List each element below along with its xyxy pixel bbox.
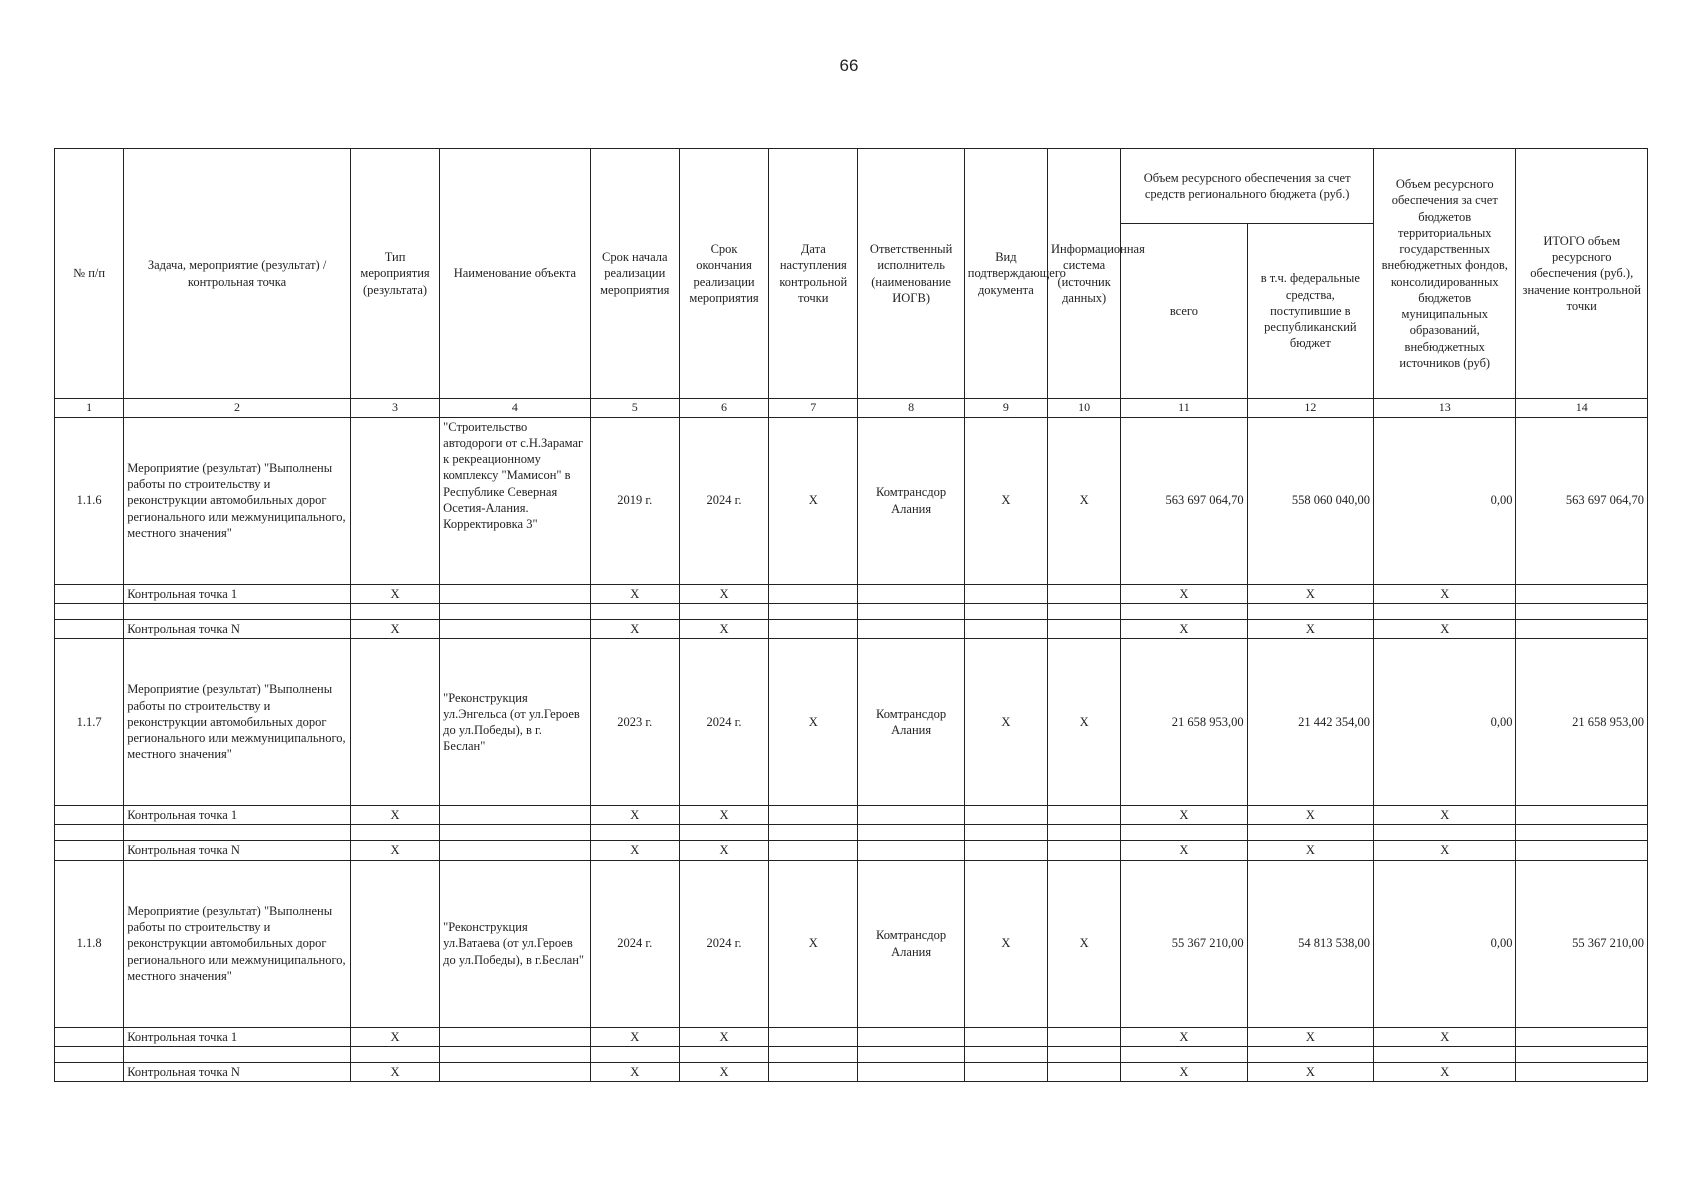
measure-type	[350, 639, 439, 806]
measure-date: X	[769, 860, 858, 1027]
measure-task: Мероприятие (результат) "Выполнены работы по строительству и реконструкции автомобильных дорог регионального или межмуниципального, местного значения"	[124, 639, 351, 806]
control-point-total: X	[1121, 806, 1247, 825]
header-object: Наименование объекта	[440, 149, 590, 399]
measure-row	[55, 417, 1648, 584]
measure-itogo: 563 697 064,70	[1516, 417, 1648, 584]
control-point-label: Контрольная точка 1	[124, 584, 351, 603]
measure-object: "Реконструкция ул.Ватаева (от ул.Героев до ул.Победы), в г.Беслан"	[440, 860, 590, 1027]
header-total: всего	[1121, 224, 1247, 399]
measure-doc: X	[964, 860, 1047, 1027]
measure-date: X	[769, 417, 858, 584]
control-point-type: X	[350, 584, 439, 603]
column-number: 6	[679, 399, 768, 418]
header-regional-group: Объем ресурсного обеспечения за счет средств регионального бюджета (руб.)	[1121, 149, 1374, 224]
measure-federal: 54 813 538,00	[1247, 860, 1373, 1027]
column-number: 12	[1247, 399, 1373, 418]
control-point-start: X	[590, 619, 679, 638]
control-point-end: X	[679, 619, 768, 638]
control-point-total: X	[1121, 1027, 1247, 1046]
measure-type	[350, 860, 439, 1027]
control-point-total: X	[1121, 841, 1247, 860]
header-row-1	[55, 149, 1648, 224]
page-number: 66	[839, 56, 859, 75]
control-point-label: Контрольная точка 1	[124, 806, 351, 825]
resource-table	[54, 148, 1648, 1082]
control-point-type: X	[350, 619, 439, 638]
measure-doc: X	[964, 639, 1047, 806]
control-point-label: Контрольная точка N	[124, 619, 351, 638]
measure-executor: Комтрансдор Алания	[858, 860, 964, 1027]
control-point-end: X	[679, 1027, 768, 1046]
header-date: Дата наступления контрольной точки	[769, 149, 858, 399]
header-num: № п/п	[55, 149, 124, 399]
measure-start: 2024 г.	[590, 860, 679, 1027]
control-point-end: X	[679, 584, 768, 603]
control-point-type: X	[350, 806, 439, 825]
control-point-row	[55, 1062, 1648, 1081]
control-point-federal: X	[1247, 619, 1373, 638]
control-point-end: X	[679, 841, 768, 860]
control-point-other: X	[1374, 1027, 1516, 1046]
spacer-row	[55, 1046, 1648, 1062]
measure-federal: 21 442 354,00	[1247, 639, 1373, 806]
measure-total: 55 367 210,00	[1121, 860, 1247, 1027]
measure-num: 1.1.7	[55, 639, 124, 806]
column-number: 9	[964, 399, 1047, 418]
measure-start: 2023 г.	[590, 639, 679, 806]
control-point-type: X	[350, 841, 439, 860]
control-point-other: X	[1374, 619, 1516, 638]
column-number: 2	[124, 399, 351, 418]
control-point-start: X	[590, 1027, 679, 1046]
measure-object: "Строительство автодороги от с.Н.Зарамаг к рекреационному комплексу "Мамисон" в Республике Северная Осетия-Алания. Корректировка 3"	[440, 417, 590, 584]
column-number: 7	[769, 399, 858, 418]
control-point-type: X	[350, 1062, 439, 1081]
header-federal: в т.ч. федеральные средства, поступившие в республиканский бюджет	[1247, 224, 1373, 399]
measure-task: Мероприятие (результат) "Выполнены работы по строительству и реконструкции автомобильных дорог регионального или межмуниципального, местного значения"	[124, 860, 351, 1027]
control-point-label: Контрольная точка N	[124, 841, 351, 860]
spacer-row	[55, 825, 1648, 841]
control-point-other: X	[1374, 584, 1516, 603]
header-itogo: ИТОГО объем ресурсного обеспечения (руб.), значение контрольной точки	[1516, 149, 1648, 399]
column-number: 3	[350, 399, 439, 418]
control-point-end: X	[679, 806, 768, 825]
header-doc: Вид подтверждающего документа	[964, 149, 1047, 399]
control-point-row	[55, 1027, 1648, 1046]
measure-end: 2024 г.	[679, 639, 768, 806]
control-point-other: X	[1374, 806, 1516, 825]
control-point-federal: X	[1247, 1062, 1373, 1081]
measure-row	[55, 860, 1648, 1027]
control-point-other: X	[1374, 841, 1516, 860]
header-system: Информационная система (источник данных)	[1048, 149, 1121, 399]
control-point-total: X	[1121, 584, 1247, 603]
measure-total: 21 658 953,00	[1121, 639, 1247, 806]
control-point-other: X	[1374, 1062, 1516, 1081]
control-point-federal: X	[1247, 1027, 1373, 1046]
control-point-start: X	[590, 806, 679, 825]
control-point-federal: X	[1247, 584, 1373, 603]
column-number: 1	[55, 399, 124, 418]
measure-num: 1.1.6	[55, 417, 124, 584]
measure-row	[55, 639, 1648, 806]
control-point-row	[55, 806, 1648, 825]
control-point-type: X	[350, 1027, 439, 1046]
measure-system: X	[1048, 860, 1121, 1027]
control-point-row	[55, 619, 1648, 638]
measure-other: 0,00	[1374, 639, 1516, 806]
measure-task: Мероприятие (результат) "Выполнены работы по строительству и реконструкции автомобильных дорог регионального или межмуниципального, местного значения"	[124, 417, 351, 584]
measure-executor: Комтрансдор Алания	[858, 639, 964, 806]
column-number: 10	[1048, 399, 1121, 418]
spacer-row	[55, 603, 1648, 619]
measure-end: 2024 г.	[679, 860, 768, 1027]
header-other-funds: Объем ресурсного обеспечения за счет бюджетов территориальных государственных внебюджетных фондов, консолидированных бюджетов муниципальных образований, внебюджетных источников (руб)	[1374, 149, 1516, 399]
column-number: 11	[1121, 399, 1247, 418]
control-point-total: X	[1121, 1062, 1247, 1081]
control-point-start: X	[590, 1062, 679, 1081]
measure-executor: Комтрансдор Алания	[858, 417, 964, 584]
control-point-start: X	[590, 841, 679, 860]
measure-type	[350, 417, 439, 584]
measure-end: 2024 г.	[679, 417, 768, 584]
column-number: 8	[858, 399, 964, 418]
control-point-label: Контрольная точка 1	[124, 1027, 351, 1046]
control-point-federal: X	[1247, 841, 1373, 860]
header-start: Срок начала реализации мероприятия	[590, 149, 679, 399]
control-point-end: X	[679, 1062, 768, 1081]
header-end: Срок окончания реализации мероприятия	[679, 149, 768, 399]
column-number: 5	[590, 399, 679, 418]
column-number: 14	[1516, 399, 1648, 418]
control-point-row	[55, 584, 1648, 603]
measure-other: 0,00	[1374, 417, 1516, 584]
measure-date: X	[769, 639, 858, 806]
header-executor: Ответственный исполнитель (наименование ИОГВ)	[858, 149, 964, 399]
measure-other: 0,00	[1374, 860, 1516, 1027]
measure-itogo: 21 658 953,00	[1516, 639, 1648, 806]
measure-num: 1.1.8	[55, 860, 124, 1027]
column-number: 4	[440, 399, 590, 418]
measure-start: 2019 г.	[590, 417, 679, 584]
control-point-start: X	[590, 584, 679, 603]
measure-doc: X	[964, 417, 1047, 584]
header-task: Задача, мероприятие (результат) / контрольная точка	[124, 149, 351, 399]
measure-itogo: 55 367 210,00	[1516, 860, 1648, 1027]
control-point-total: X	[1121, 619, 1247, 638]
measure-total: 563 697 064,70	[1121, 417, 1247, 584]
measure-object: "Реконструкция ул.Энгельса (от ул.Героев до ул.Победы), в г. Беслан"	[440, 639, 590, 806]
header-type: Тип мероприятия (результата)	[350, 149, 439, 399]
control-point-row	[55, 841, 1648, 860]
column-number: 13	[1374, 399, 1516, 418]
control-point-federal: X	[1247, 806, 1373, 825]
measure-system: X	[1048, 417, 1121, 584]
measure-system: X	[1048, 639, 1121, 806]
column-number-row	[55, 399, 1648, 418]
control-point-label: Контрольная точка N	[124, 1062, 351, 1081]
measure-federal: 558 060 040,00	[1247, 417, 1373, 584]
